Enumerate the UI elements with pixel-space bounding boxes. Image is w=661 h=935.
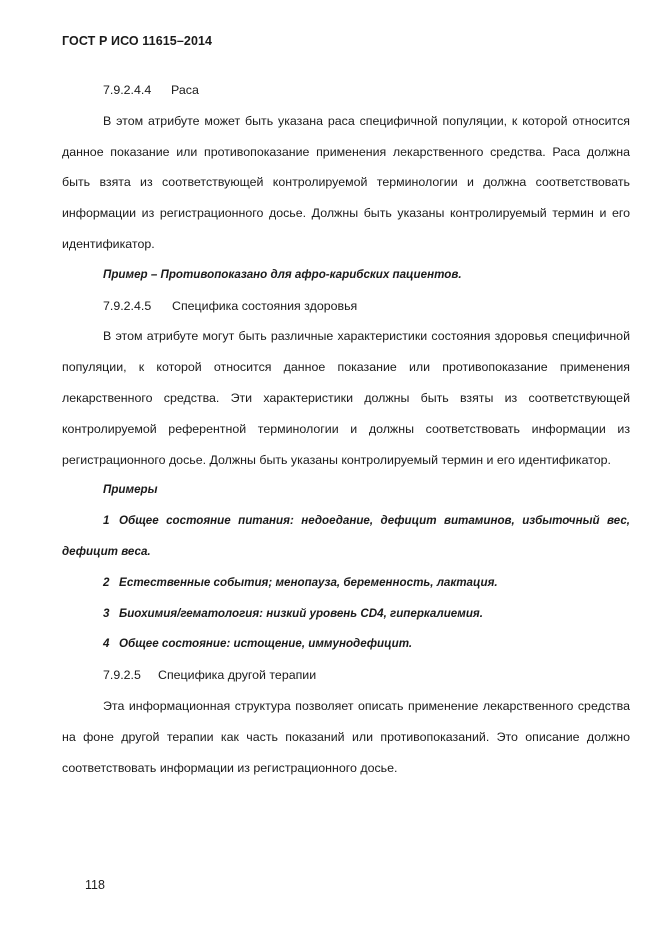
example-race: Пример – Противопоказано для афро-карибских пациентов.: [103, 267, 462, 281]
example-number: 3: [103, 606, 110, 620]
example-number: 2: [103, 575, 110, 589]
example-number: 4: [103, 637, 110, 651]
examples-heading: Примеры: [103, 483, 158, 497]
example-item: [62, 568, 630, 599]
page-number: 118: [85, 878, 105, 892]
section-number: 7.9.2.4.5: [103, 298, 152, 313]
example-text: Общее состояние питания: недоедание, дефицит витаминов, избыточный вес, дефицит веса.: [62, 514, 630, 558]
section-title: Раса: [171, 83, 199, 97]
paragraph-health-state: В этом атрибуте могут быть различные характеристики состояния здоровья специфичной популяции, к которой относится данное показание или противопоказание применения лекарственного средства. Эти характеристики должны быть взяты из соответствующей контролируемой референтной терминологии и должны соответствовать информации из регистрационного досье. Должны быть указаны контролируемый термин и его идентификатор.: [62, 329, 630, 467]
section-heading-health-state: [62, 291, 630, 322]
example-text: Общее состояние: истощение, иммунодефицит.: [119, 637, 413, 651]
paragraph-other-therapy: Эта информационная структура позволяет описать применение лекарственного средства на фоне другой терапии как часть показаний или противопоказаний. Это описание должно соответствовать информации из регистрационного досье.: [62, 698, 630, 775]
example-item: [62, 599, 630, 630]
example-text: Естественные события; менопауза, беременность, лактация.: [119, 575, 498, 589]
example-item: [62, 506, 630, 568]
example-item: [62, 629, 630, 660]
section-heading-other-therapy: [62, 660, 630, 691]
section-title: Специфика другой терапии: [158, 668, 317, 683]
document-body: [62, 75, 630, 783]
document-header: ГОСТ Р ИСО 11615–2014: [62, 34, 213, 48]
section-heading-race: [62, 75, 630, 106]
section-title: Специфика состояния здоровья: [172, 298, 358, 313]
section-number: 7.9.2.4.4: [103, 83, 152, 97]
paragraph-race: В этом атрибуте может быть указана раса специфичной популяции, к которой относится данное показание или противопоказание применения лекарственного средства. Раса должна быть взята из соответствующей контролируемой терминологии и должна соответствовать информации из регистрационного досье. Должны быть указаны контролируемый термин и его идентификатор.: [62, 113, 630, 251]
section-number: 7.9.2.5: [103, 668, 141, 683]
example-text: Биохимия/гематология: низкий уровень CD4, гиперкалиемия.: [119, 606, 483, 620]
example-number: 1: [103, 514, 110, 528]
